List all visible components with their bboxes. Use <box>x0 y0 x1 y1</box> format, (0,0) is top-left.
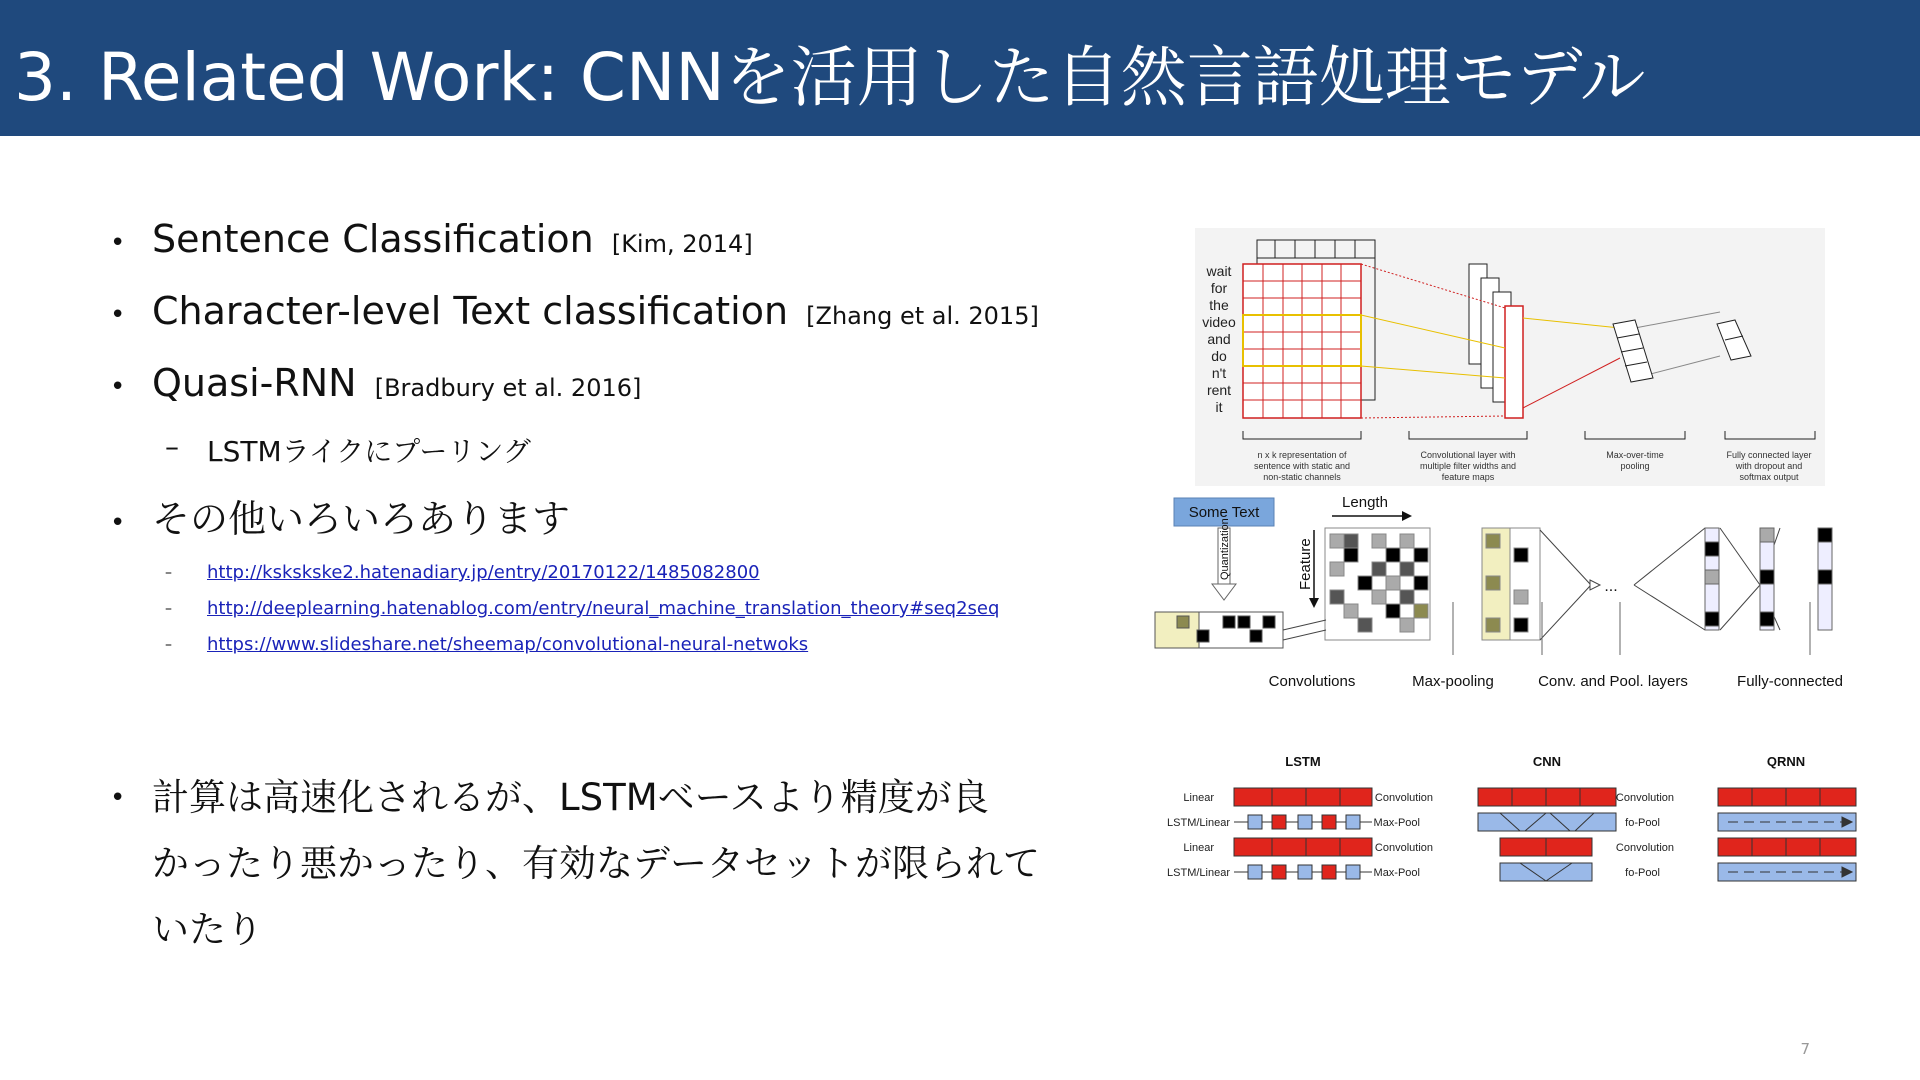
column-titles <box>1285 754 1805 769</box>
caption: n x k representation of <box>1257 450 1347 460</box>
caption: softmax output <box>1739 472 1799 482</box>
reference-link[interactable]: http://kskskske2.hatenadiary.jp/entry/20170122/1485082800 <box>207 562 760 583</box>
word-label: rent <box>1206 382 1232 398</box>
fc-columns <box>1705 528 1832 630</box>
length-arrowhead <box>1402 511 1412 521</box>
reference-link[interactable]: http://deeplearning.hatenablog.com/entry/neural_machine_translation_theory#seq2seq <box>207 598 1000 619</box>
bullet-dot: • <box>110 783 126 813</box>
dash-marker: – <box>165 430 179 463</box>
link-item <box>165 598 1070 619</box>
embedding-matrix <box>1243 240 1375 418</box>
title-bar <box>0 0 1920 136</box>
bullet-list <box>110 217 1070 670</box>
bullet-text: Sentence Classification <box>152 217 594 261</box>
sub-bullet-lstm-pooling <box>165 430 1070 470</box>
svg-text:fo-Pool: fo-Pool <box>1625 867 1660 879</box>
word-label: n't <box>1211 365 1227 381</box>
citation: [Zhang et al. 2015] <box>806 302 1039 330</box>
svg-text:Max-Pool: Max-Pool <box>1373 867 1420 879</box>
caption: with dropout and <box>1735 461 1803 471</box>
bullet-dot: • <box>110 508 126 538</box>
bullet-dot: • <box>110 228 126 258</box>
caption: pooling <box>1620 461 1650 471</box>
caption: Fully-connected <box>1737 673 1843 690</box>
svg-text:Convolution: Convolution <box>1615 842 1674 854</box>
link-item <box>165 562 1070 583</box>
dash-marker: – <box>165 601 172 617</box>
caption: Max-pooling <box>1412 673 1494 690</box>
cnn-row-labels <box>1374 792 1433 879</box>
dash-marker: – <box>165 565 172 581</box>
link-item <box>165 634 1070 655</box>
lstm-row-labels <box>1167 792 1230 879</box>
summary-line: いたり <box>152 908 263 951</box>
caption: multiple filter widths and <box>1419 461 1517 471</box>
svg-text:Max-Pool: Max-Pool <box>1373 817 1420 829</box>
caption: sentence with static and <box>1253 461 1351 471</box>
dash-marker: – <box>165 637 172 653</box>
caption: non-static channels <box>1263 472 1341 482</box>
word-label: do <box>1211 348 1227 364</box>
bullet-text: Character-level Text classification <box>152 289 789 333</box>
some-text-label: Some Text <box>1188 504 1260 521</box>
word-label: video <box>1202 314 1236 330</box>
caption: Max-over-time <box>1606 450 1664 460</box>
word-label: for <box>1210 280 1228 296</box>
word-label: the <box>1209 297 1229 313</box>
caption: Fully connected layer <box>1726 450 1812 460</box>
bullet-text: Quasi-RNN <box>152 361 357 405</box>
conv-grid <box>1325 528 1430 640</box>
caption: feature maps <box>1441 472 1495 482</box>
svg-text:Linear: Linear <box>1183 842 1214 854</box>
quantization-label: Quantization <box>1219 518 1231 580</box>
summary-line: 計算は高速化されるが、LSTMベースより精度が良 <box>152 776 989 819</box>
qrnn-row-labels <box>1616 792 1674 879</box>
ellipsis-label: ... <box>1604 578 1618 595</box>
word-label: and <box>1207 331 1231 347</box>
reference-link[interactable]: https://www.slideshare.net/sheemap/convolutional-neural-netwoks <box>207 634 809 655</box>
svg-text:Convolution: Convolution <box>1615 792 1674 804</box>
length-label: Length <box>1342 494 1388 511</box>
cnn-title: CNN <box>1532 754 1562 769</box>
bullet-dot: • <box>110 372 126 402</box>
input-strip <box>1155 612 1283 648</box>
feature-arrow <box>1297 530 1319 608</box>
caption: Convolutions <box>1268 673 1356 690</box>
citation: [Bradbury et al. 2016] <box>374 374 642 402</box>
bullet-qrnn <box>110 361 1070 405</box>
qrnn-title: QRNN <box>1766 754 1806 769</box>
summary-line: かったり悪かったり、有効なデータセットが限られて <box>152 842 1040 885</box>
bullet-text: その他いろいろあります <box>152 497 571 541</box>
bullet-summary <box>110 765 1112 963</box>
bullet-char-level <box>110 289 1070 333</box>
word-label: wait <box>1206 263 1232 279</box>
figure2-captions <box>1269 673 1843 690</box>
quantization-arrow <box>1212 518 1236 600</box>
caption: Convolutional layer with <box>1420 450 1516 460</box>
bullet-sentence-classification <box>110 217 1070 261</box>
svg-text:Convolution: Convolution <box>1374 792 1433 804</box>
svg-text:Linear: Linear <box>1183 792 1214 804</box>
svg-text:Convolution: Convolution <box>1374 842 1433 854</box>
svg-text:fo-Pool: fo-Pool <box>1625 817 1660 829</box>
svg-text:LSTM/Linear: LSTM/Linear <box>1167 817 1230 829</box>
pooled-grid <box>1482 528 1540 640</box>
qrnn-diagram <box>1718 788 1856 881</box>
citation: [Kim, 2014] <box>611 230 753 258</box>
lstm-title: LSTM <box>1285 754 1321 769</box>
caption: Conv. and Pool. layers <box>1538 673 1688 690</box>
svg-text:LSTM/Linear: LSTM/Linear <box>1167 867 1230 879</box>
bullet-dot: • <box>110 300 126 330</box>
kim-cnn-figure <box>1195 228 1825 486</box>
qrnn-comparison-figure <box>1150 745 1865 887</box>
slide-title: 3. Related Work: CNNを活用した自然言語処理モデル <box>14 39 1646 116</box>
page-number: 7 <box>1800 1040 1810 1058</box>
char-cnn-figure <box>1150 490 1845 698</box>
word-label: it <box>1215 399 1223 415</box>
cnn-diagram <box>1478 788 1616 881</box>
lstm-diagram <box>1234 788 1372 879</box>
sub-bullet-text: LSTMライクにプーリング <box>207 435 531 468</box>
bullet-others <box>110 497 1070 541</box>
feature-label: Feature <box>1297 538 1314 590</box>
